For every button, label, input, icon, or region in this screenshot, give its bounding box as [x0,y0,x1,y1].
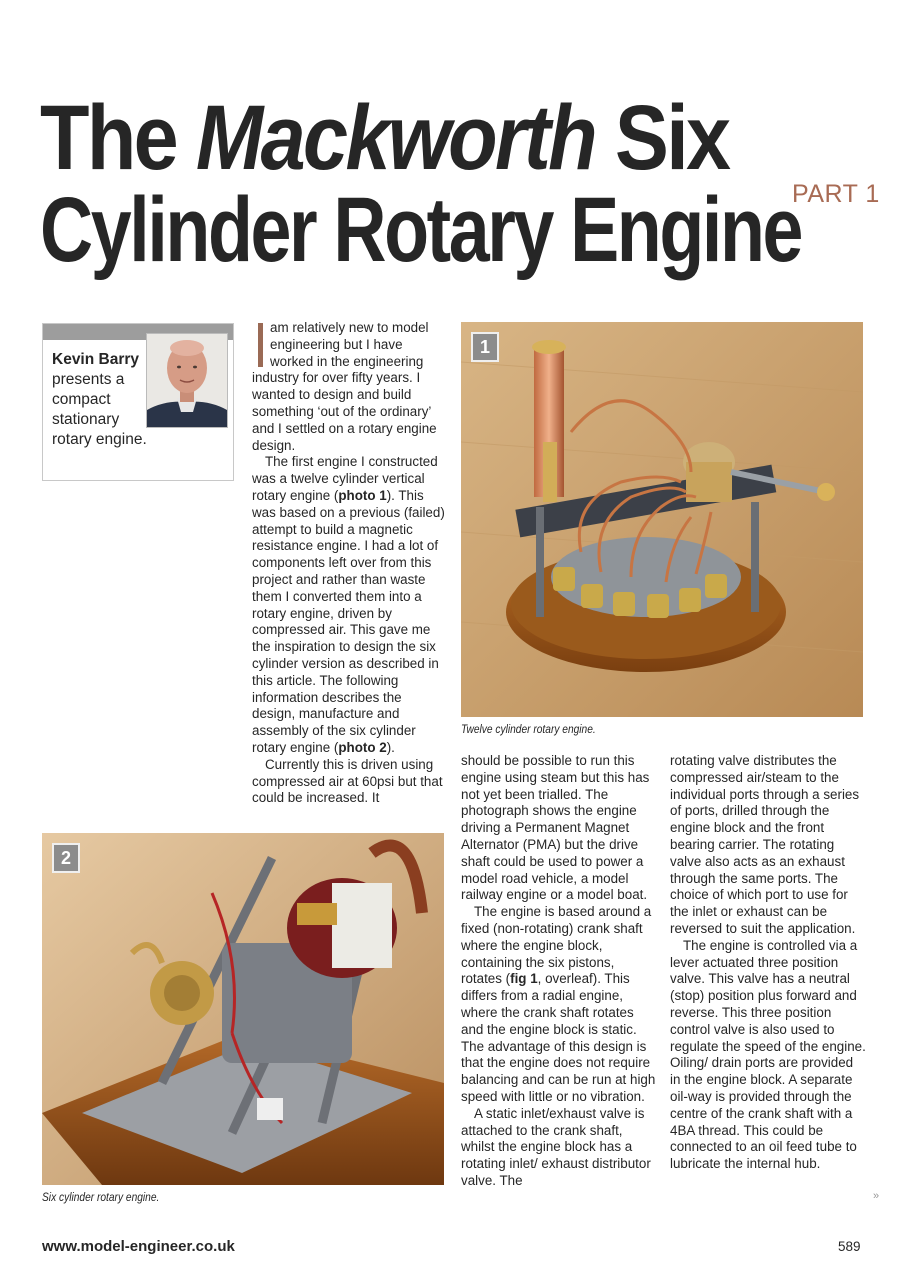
part-label: PART 1 [792,180,880,208]
text-run: ). [386,739,395,755]
text-run: , overleaf). This differs from a radial engine, where the crank shaft rotates and the engine block is static. The advantage of this design is that the engine does not require balancing and can be run at high speed with little or no vibration. [461,971,656,1104]
title-pre: The [40,87,196,189]
body-column-3 [670,753,866,1173]
page-number: 589 [838,1239,861,1254]
author-name: Kevin Barry [52,351,140,368]
paragraph: should be possible to run this engine using steam but this has not yet been trialled. The photograph shows the engine driving a Permanent Magnet Alternator (PMA) but the drive shaft could be used to power a model road vehicle, a model railway engine or a model boat. [461,753,650,903]
paragraph: rotating valve distributes the compressed air/steam to the individual ports through a series of ports, drilled through the engine block and the front bearing carrier. The rotating valve also acts as an exhaust through the same ports. The choice of which port to use for the inlet or exhaust can be reversed to suit the application. [670,753,860,936]
paragraph-text: am relatively new to model engineering but I have worked in the engineering industry for over fifty years. I wanted to design and build something ‘out of the ordinary’ and I settled on a rotary engine design. [252,320,437,453]
photo2-caption: Six cylinder rotary engine. [42,1190,160,1204]
paragraph: Currently this is driven using compressed air at 60psi but that could be increased. It [252,756,443,806]
text-run: The first engine I constructed was a twelve cylinder vertical rotary engine ( [252,454,438,503]
author-box [42,323,234,481]
article-title [40,87,870,281]
photo1-caption: Twelve cylinder rotary engine. [461,722,596,736]
text-run: The engine is based around a fixed (non-rotating) crank shaft where the engine block, containing the six pistons, rotates ( [461,904,652,987]
title-line2: Cylinder Rotary Engine [40,179,802,281]
paragraph: The engine is controlled via a lever actuated three position valve. This valve has a neutral (stop) position plus forward and reverse. This three position control valve is also used to regulate the speed of the engine. Oiling/ drain ports are provided in the engine block. A separate oil-way is provided through the centre of the crank shaft with a 4BA thread. This could be connected to an oil feed tube to lubricate the internal hub. [670,937,866,1172]
figure-ref: fig 1 [510,971,538,987]
figure-ref: photo 1 [338,487,387,503]
photo-number-badge: 1 [471,332,499,362]
photo-twelve-cylinder-engine [461,322,863,717]
paragraph [252,320,446,454]
text-run: ). This was based on a previous (failed) attempt to build a magnetic resistance engine. I had a lot of components left over from this project and rather than waste them I converted them into a rotary engine, driven by compressed air. This gave me the inspiration to design the six cylinder version as described in this article. The following information describes the design, manufacture and assembly of the six cylinder rotary engine ( [252,487,445,755]
title-italic: Mackworth [195,87,595,189]
continue-arrow-icon: » [873,1190,880,1202]
body-column-1 [252,320,446,807]
figure-ref: photo 2 [338,739,387,755]
paragraph [252,454,446,756]
photo-number-badge: 2 [52,843,80,873]
paragraph: A static inlet/exhaust valve is attached to the crank shaft, whilst the engine block has a rotating inlet/ exhaust distributor valve. The [461,1105,651,1188]
author-portrait [146,333,228,428]
author-blurb: presents a compact stationary rotary engine. [52,371,147,448]
paragraph [461,904,657,1106]
title-post: Six [594,87,729,189]
body-column-2 [461,753,657,1190]
author-text [52,350,152,450]
website-url[interactable]: www.model-engineer.co.uk [42,1238,235,1255]
photo-six-cylinder-engine [42,833,444,1185]
drop-cap-bar [258,323,263,367]
